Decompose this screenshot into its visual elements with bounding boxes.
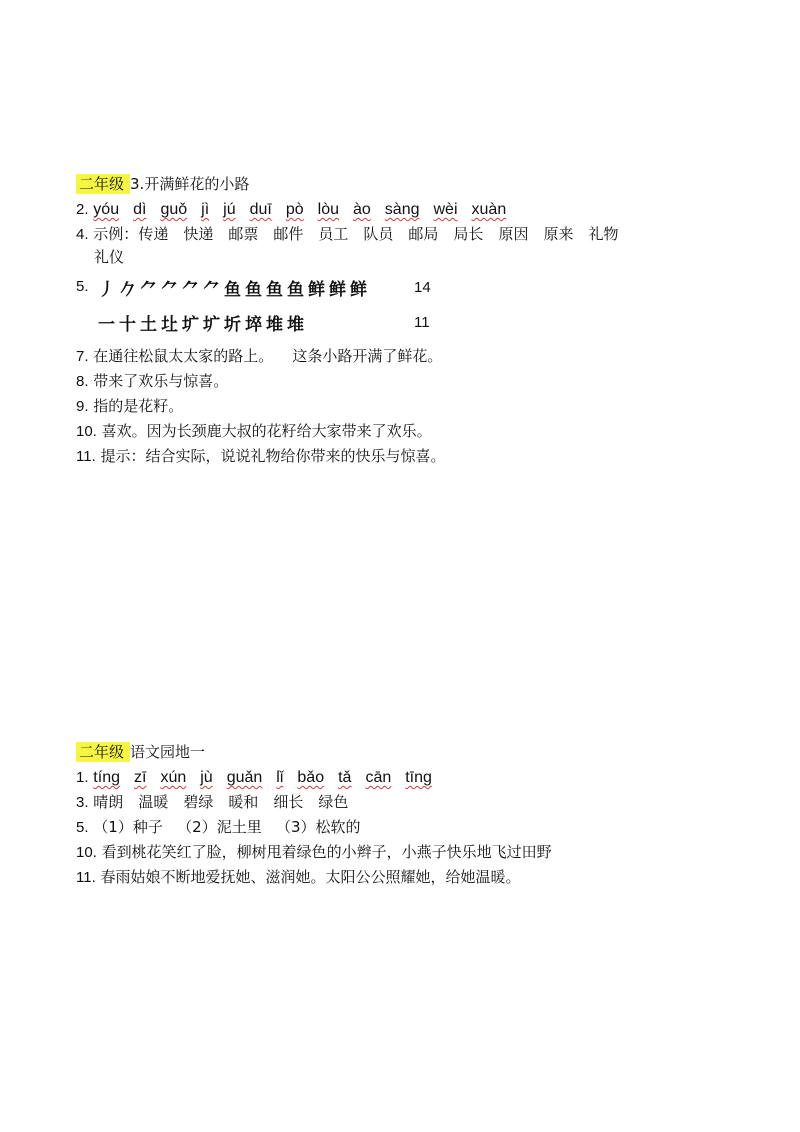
pinyin-item: guǒ <box>160 201 188 218</box>
q-number: 1. <box>76 769 89 786</box>
pinyin-item: lǐ <box>276 769 284 786</box>
pinyin-item: zī <box>133 769 147 786</box>
answer-text: 在通往松鼠太太家的路上。 这条小路开满了鲜花。 <box>93 347 443 365</box>
stroke-step: 鲜 <box>350 280 367 300</box>
word-item: 原来 <box>543 225 574 243</box>
stroke-step: 丿 <box>98 280 115 300</box>
word-item: 邮件 <box>273 225 304 243</box>
stroke-step: 鱼 <box>287 280 304 300</box>
pinyin-item: yóu <box>93 201 120 218</box>
q-number: 11. <box>76 869 96 886</box>
section2-title: 语文园地一 <box>130 743 206 761</box>
stroke-step: 土 <box>140 315 157 335</box>
stroke-step: 鱼 <box>224 280 241 300</box>
word-list <box>93 793 363 811</box>
section1-header <box>76 174 249 194</box>
s1-q11 <box>76 446 446 467</box>
q-number: 5. <box>76 819 89 836</box>
s1-q4 <box>76 224 633 245</box>
stroke-step: 堆 <box>287 315 304 335</box>
pinyin-item: cān <box>365 769 392 786</box>
s1-q5 <box>76 276 89 297</box>
stroke-step: 圹 <box>203 315 220 335</box>
word-item: 局长 <box>453 225 484 243</box>
stroke-step: 埣 <box>245 315 262 335</box>
q-number: 9. <box>76 398 89 415</box>
word-item: 传递 <box>138 225 169 243</box>
word-item: 队员 <box>363 225 394 243</box>
s1-q2 <box>76 199 520 220</box>
pinyin-item: tǎ <box>338 769 352 786</box>
answer-text: （1）种子 （2）泥土里 （3）松软的 <box>93 818 361 836</box>
stroke-step: 圹 <box>182 315 199 335</box>
pinyin-item: tíng <box>93 769 120 786</box>
stroke-step: ⺈ <box>161 280 178 300</box>
stroke-step: 鲜 <box>329 280 346 300</box>
stroke-step: ⺈ <box>182 280 199 300</box>
word-item: 员工 <box>318 225 349 243</box>
stroke-step: 鱼 <box>266 280 283 300</box>
word-item: 细长 <box>273 793 304 811</box>
stroke-order-row-dui <box>98 310 308 335</box>
pinyin-item: jù <box>200 769 213 786</box>
stroke-step: 圵 <box>161 315 178 335</box>
q-number: 10. <box>76 423 97 440</box>
s2-q3 <box>76 792 363 813</box>
pinyin-item: bǎo <box>297 769 325 786</box>
pinyin-item: lòu <box>317 201 339 218</box>
pinyin-item: guǎn <box>226 769 263 786</box>
pinyin-list <box>93 200 520 218</box>
s1-q4-wrap <box>94 247 124 267</box>
pinyin-item: jú <box>223 201 236 218</box>
q-number: 4. <box>76 226 89 243</box>
stroke-order-row-xian <box>98 275 371 300</box>
q-number: 5. <box>76 278 89 295</box>
pinyin-item: dì <box>133 201 147 218</box>
word-list <box>138 225 633 243</box>
pinyin-item: ào <box>353 201 371 218</box>
q-number: 7. <box>76 348 89 365</box>
stroke-step: 𠂊 <box>119 280 136 300</box>
word-item: 暖和 <box>228 793 259 811</box>
s2-q11 <box>76 867 521 888</box>
stroke-step: ⺈ <box>140 280 157 300</box>
word-item: 晴朗 <box>93 793 124 811</box>
word-item: 碧绿 <box>183 793 214 811</box>
s2-q10 <box>76 842 552 863</box>
word-item: 礼仪 <box>94 248 125 266</box>
s2-q5 <box>76 817 361 838</box>
answer-text: 看到桃花笑红了脸，柳树甩着绿色的小辫子，小燕子快乐地飞过田野 <box>101 843 552 861</box>
word-item: 绿色 <box>318 793 349 811</box>
word-item: 原因 <box>498 225 529 243</box>
pinyin-item: wèi <box>433 201 458 218</box>
q-number: 3. <box>76 794 89 811</box>
stroke-step: 鲜 <box>308 280 325 300</box>
stroke-step: 一 <box>98 315 115 335</box>
grade-highlight: 二年级 <box>76 174 130 194</box>
answer-text: 喜欢。因为长颈鹿大叔的花籽给大家带来了欢乐。 <box>101 422 432 440</box>
q-number: 10. <box>76 844 97 861</box>
stroke-step: 鱼 <box>245 280 262 300</box>
word-item: 邮票 <box>228 225 259 243</box>
s1-q10 <box>76 421 432 442</box>
s2-q1 <box>76 767 446 788</box>
grade-highlight: 二年级 <box>76 742 130 762</box>
stroke-count-xian: 14 <box>414 279 431 296</box>
q-number: 11. <box>76 448 96 465</box>
stroke-step: 堆 <box>266 315 283 335</box>
stroke-step: 圻 <box>224 315 241 335</box>
answer-text: 指的是花籽。 <box>93 397 184 415</box>
q-number: 8. <box>76 373 89 390</box>
pinyin-item: xuàn <box>471 201 507 218</box>
q-number: 2. <box>76 201 89 218</box>
answer-text: 提示：结合实际，说说礼物给你带来的快乐与惊喜。 <box>100 447 446 465</box>
example-prefix: 示例： <box>93 225 139 243</box>
s1-q7 <box>76 346 442 367</box>
pinyin-item: tīng <box>405 769 432 786</box>
s1-q8 <box>76 371 228 392</box>
stroke-step: 十 <box>119 315 136 335</box>
answer-text: 春雨姑娘不断地爱抚她、滋润她。太阳公公照耀她，给她温暖。 <box>100 868 521 886</box>
word-item: 快递 <box>183 225 214 243</box>
section2-header <box>76 742 205 762</box>
word-item: 邮局 <box>408 225 439 243</box>
answer-text: 带来了欢乐与惊喜。 <box>93 372 229 390</box>
stroke-count-dui: 11 <box>414 314 430 331</box>
pinyin-item: xún <box>160 769 187 786</box>
pinyin-item: duī <box>249 201 272 218</box>
pinyin-item: jì <box>201 201 210 218</box>
pinyin-item: sàng <box>384 201 420 218</box>
pinyin-list <box>93 768 446 786</box>
section1-title: 3.开满鲜花的小路 <box>130 175 250 193</box>
pinyin-item: pò <box>285 201 304 218</box>
word-item: 温暖 <box>138 793 169 811</box>
stroke-step: ⺈ <box>203 280 220 300</box>
word-item: 礼物 <box>588 225 619 243</box>
s1-q9 <box>76 396 183 417</box>
